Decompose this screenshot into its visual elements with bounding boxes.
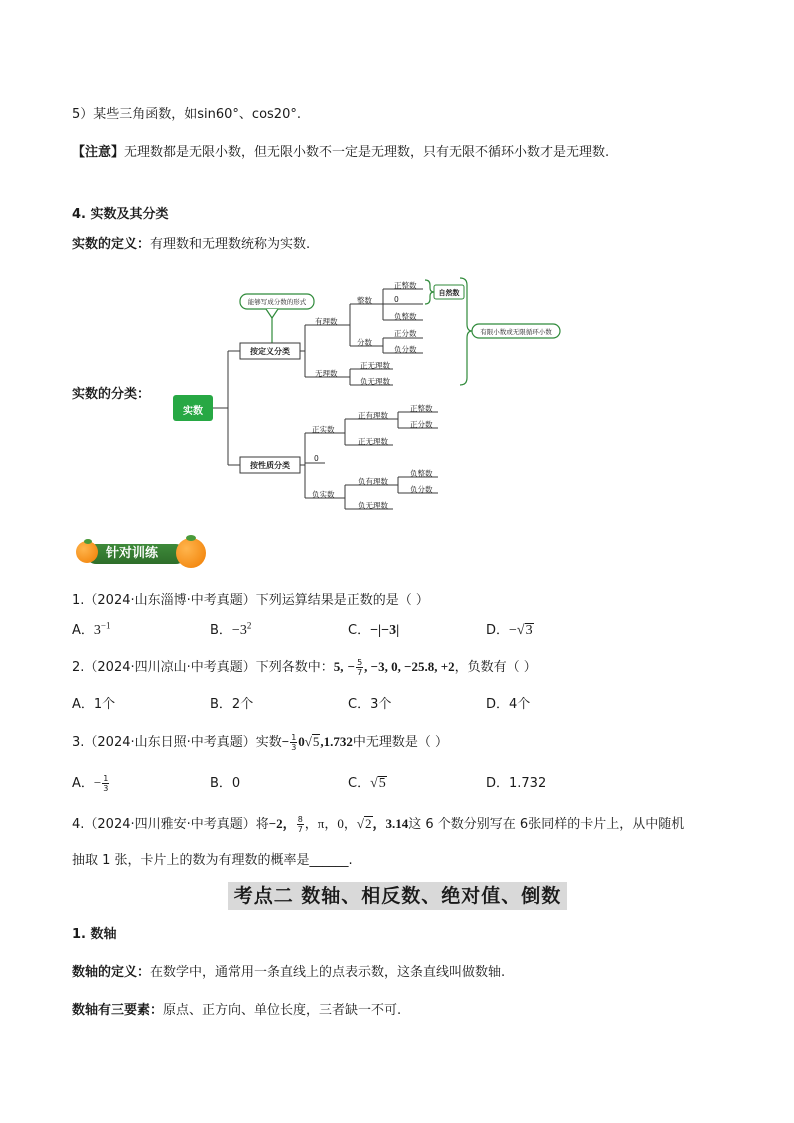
subsection-number-line: 1. 数轴 xyxy=(72,927,117,942)
zero-label: 0 xyxy=(394,295,399,304)
pos-frac-label: 正分数 xyxy=(394,329,417,338)
pos-irr-label: 正无理数 xyxy=(360,361,390,370)
section-heading: 考点二 数轴、相反数、绝对值、倒数 xyxy=(233,885,562,907)
q3-stem: 3.（2024·山东日照·中考真题）实数− $\frac{1}{3}$ 0√5,1.732中无理数是（ ） xyxy=(72,733,449,752)
root-label: 实数 xyxy=(183,406,203,417)
q3-option-a: A．− $\frac{1}{3}$ xyxy=(72,774,109,793)
natural-label: 自然数 xyxy=(438,289,460,297)
neg-frac2-label: 负分数 xyxy=(410,485,433,494)
real-def-label: 实数的定义： xyxy=(72,237,151,252)
zero2-label: 0 xyxy=(314,454,319,463)
callout-label: 能够写成分数的形式 xyxy=(247,298,307,306)
pos-rat-label: 正有理数 xyxy=(358,411,388,420)
neg-int-label: 负整数 xyxy=(394,312,417,321)
q2-option-a: A．1个 xyxy=(72,697,116,712)
q1-option-d: D．−√3 xyxy=(486,623,533,638)
pos-int-label: 正整数 xyxy=(394,281,417,290)
irrational-label: 无理数 xyxy=(315,369,338,378)
q4-stem: 4.（2024·四川雅安·中考真题）将−2， $\frac{8}{7}$ ，π，0，√2，3.14这 6 个数分别写在 6张同样的卡片上，从中随机 xyxy=(72,815,685,834)
note-tag: 【注意】 xyxy=(72,145,125,160)
fraction-label: 分数 xyxy=(357,338,372,347)
item-5-trig: 5）某些三角函数，如sin60°、cos20°. xyxy=(72,107,301,122)
finite-note-label: 有限小数或无限循环小数 xyxy=(480,328,552,336)
q1-option-a: A．$3^{-1}$ xyxy=(72,620,111,638)
number-line-three: 数轴有三要素：原点、正方向、单位长度，三者缺一不可. xyxy=(72,1003,402,1018)
number-line-def: 数轴的定义：在数学中，通常用一条直线上的点表示数，这条直线叫做数轴. xyxy=(72,965,506,980)
section-4-title: 4. 实数及其分类 xyxy=(72,207,169,222)
by-nature-label: 按性质分类 xyxy=(250,461,290,470)
q1-option-c: C．−|−3| xyxy=(348,623,400,638)
q2-option-b: B．2个 xyxy=(210,697,254,712)
practice-badge xyxy=(76,538,208,568)
q3-option-b: B．0 xyxy=(210,776,241,791)
classification-diagram xyxy=(0,0,794,540)
note-text: 无理数都是无限小数，但无限小数不一定是无理数，只有无限不循环小数才是无理数. xyxy=(124,145,610,160)
pos-real-label: 正实数 xyxy=(312,425,335,434)
leaf-icon xyxy=(84,539,92,544)
neg-real-label: 负实数 xyxy=(312,490,335,499)
neg-irr2-label: 负无理数 xyxy=(358,501,388,510)
leaf-icon xyxy=(186,535,196,541)
real-def-text: 有理数和无理数统称为实数. xyxy=(150,237,311,252)
neg-rat-label: 负有理数 xyxy=(358,477,388,486)
orange-right-icon xyxy=(176,538,206,568)
q2-option-c: C．3个 xyxy=(348,697,392,712)
rational-label: 有理数 xyxy=(315,317,338,326)
q1-stem: 1.（2024·山东淄博·中考真题）下列运算结果是正数的是（ ） xyxy=(72,593,429,608)
integer-label: 整数 xyxy=(357,296,372,305)
neg-irr-label: 负无理数 xyxy=(360,377,390,386)
pos-irr2-label: 正无理数 xyxy=(358,437,388,446)
pos-frac2-label: 正分数 xyxy=(410,420,433,429)
real-class-label: 实数的分类： xyxy=(72,387,151,402)
badge-label: 针对训练 xyxy=(106,546,159,561)
orange-left-icon xyxy=(76,541,98,563)
q2-stem: 2.（2024·四川凉山·中考真题）下列各数中：5, − $\frac{5}{7}$ , −3, 0, −25.8, +2，负数有（ ） xyxy=(72,658,537,677)
q3-option-d: D．1.732 xyxy=(486,776,547,791)
neg-int2-label: 负整数 xyxy=(410,469,433,478)
neg-frac-label: 负分数 xyxy=(394,345,417,354)
pos-int2-label: 正整数 xyxy=(410,404,433,413)
q3-option-c: C．√5 xyxy=(348,776,386,791)
q4-line2: 抽取 1 张，卡片上的数为有理数的概率是______. xyxy=(72,853,353,868)
q2-option-d: D．4个 xyxy=(486,697,531,712)
q1-option-b: B．$-3^2$ xyxy=(210,620,252,638)
by-def-label: 按定义分类 xyxy=(250,347,290,356)
